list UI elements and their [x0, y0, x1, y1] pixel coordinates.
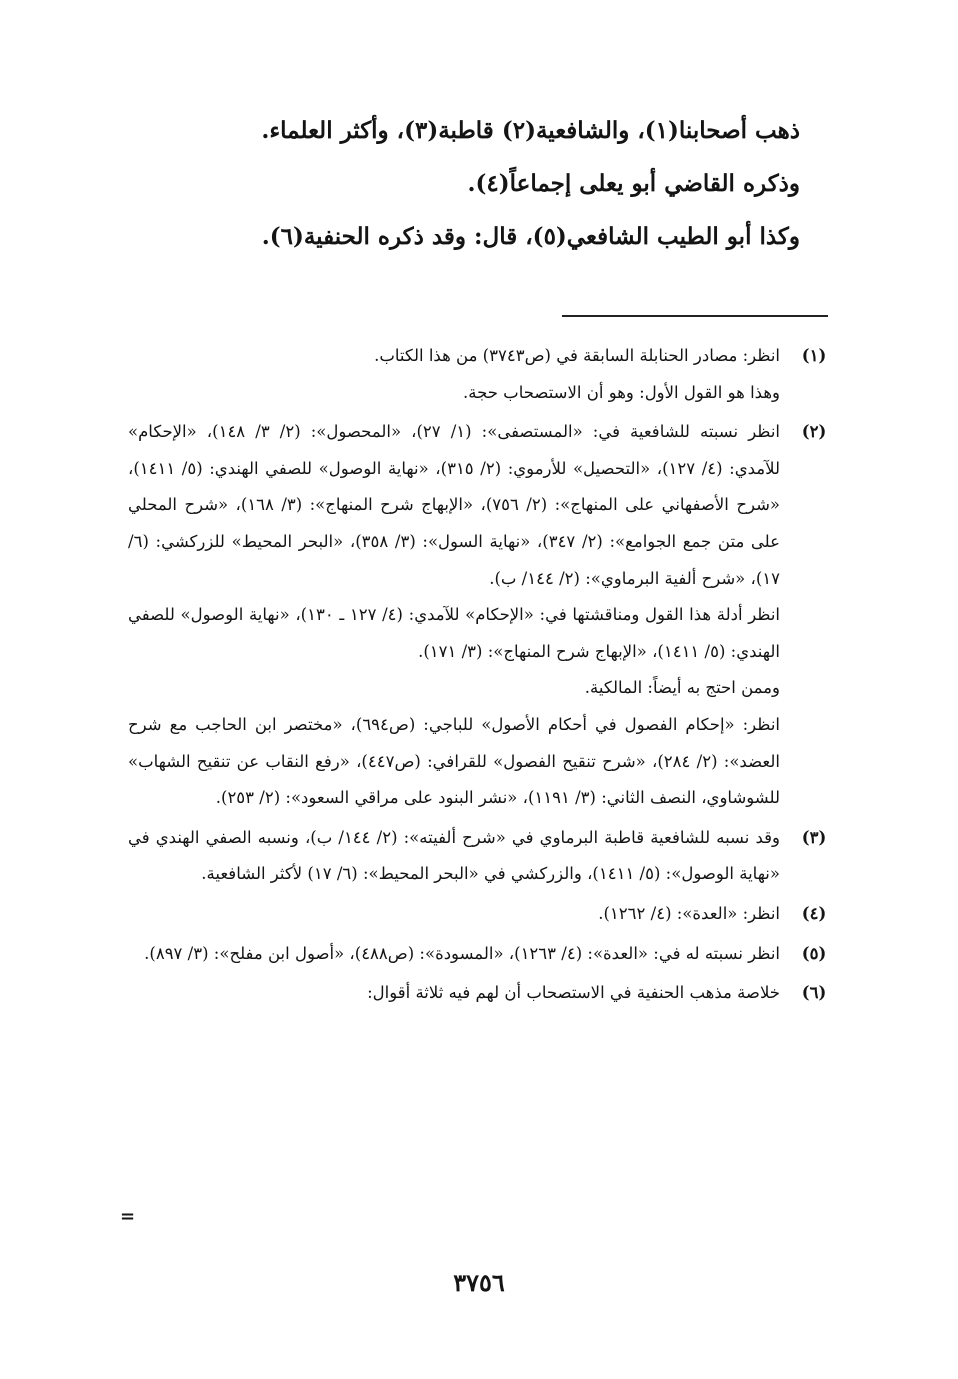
footnote-number: (٢)	[801, 422, 827, 442]
main-text-line: وذكره القاضي أبو يعلى إجماعاً(٤).	[467, 170, 800, 197]
footnote-1	[128, 338, 838, 411]
footnote-paragraph: انظر نسبته للشافعية في: «المستصفى»: (١/ ٢٧)، «المحصول»: (٢/ ٣/ ١٤٨)، «الإحكام» للآمدي: (٤/ ١٢٧)، «التحصيل» للأرموي: (٢/ ٣١٥)، «نهاية الوصول» للصفي الهندي: (٥/ ١٤١١)، «شرح الأصفهاني على المنهاج»: (٢/ ٧٥٦)، «الإبهاج شرح المنهاج»: (٣/ ١٦٨)، «شرح المحلي على متن جمع الجوامع»: (٢/ ٣٤٧)، «نهاية السول»: (٣/ ٣٥٨)، «البحر المحيط» للزركشي: (٦/ ١٧)، «شرح ألفية البرماوي»: (٢/ ١٤٤/ ب).	[128, 422, 781, 588]
footnote-number: (٦)	[801, 983, 827, 1003]
footnote-paragraph: انظر: مصادر الحنابلة السابقة في (ص٣٧٤٣) من هذا الكتاب.	[374, 346, 780, 365]
main-text	[200, 104, 800, 263]
footnote-paragraph: انظر: «إحكام الفصول في أحكام الأصول» للباجي: (ص٦٩٤)، «مختصر ابن الحاجب مع شرح العضد»: (٢/ ٢٨٤)، «شرح تنقيح الفصول» للقرافي: (ص٤٤٧)، «رفع النقاب عن تنقيح الشهاب» للشوشاوي، النصف الثاني: (٣/ ١١٩١)، «نشر البنود على مراقي السعود»: (٢/ ٢٥٣).	[128, 714, 780, 808]
footnote-number: (٤)	[801, 903, 827, 923]
footnote-paragraph: وممن احتج به أيضاً: المالكية.	[584, 678, 780, 698]
continuation-mark: =	[120, 1206, 136, 1227]
footnote-separator	[562, 315, 828, 317]
main-text-line: ذهب أصحابنا(١)، والشافعية(٢) قاطبة(٣)، وأكثر العلماء.	[261, 117, 800, 144]
footnote-number: (٥)	[801, 943, 827, 963]
footnote-paragraph: وهذا هو القول الأول: وهو أن الاستصحاب حجة.	[463, 382, 780, 402]
footnote-paragraph: انظر أدلة هذا القول ومناقشتها في: «الإحكام» للآمدي: (٤/ ١٢٧ ـ ١٣٠)، «نهاية الوصول» للصفي الهندي: (٥/ ١٤١١)، «الإبهاج شرح المنهاج»: (٣/ ١٧١).	[128, 605, 781, 661]
footnote-5	[128, 936, 838, 973]
page-number: ٣٧٥٦	[453, 1268, 505, 1297]
footnote-paragraph: انظر نسبته له في: «العدة»: (٤/ ١٢٦٣)، «المسودة»: (ص٤٨٨)، «أصول ابن مفلح»: (٣/ ٨٩٧).	[144, 943, 780, 963]
footnote-number: (٣)	[801, 827, 827, 847]
footnotes	[128, 338, 838, 1015]
footnote-paragraph: وقد نسبه للشافعية قاطبة البرماوي في «شرح ألفيته»: (٢/ ١٤٤/ ب)، ونسبه الصفي الهندي في «نهاية الوصول»: (٥/ ١٤١١)، والزركشي في «البحر المحيط»: (٦/ ١٧) لأكثر الشافعية.	[128, 827, 780, 884]
footnote-6	[128, 975, 838, 1012]
main-text-line: وكذا أبو الطيب الشافعي(٥)، قال: وقد ذكره الحنفية(٦).	[261, 223, 800, 250]
footnote-paragraph: خلاصة مذهب الحنفية في الاستصحاب أن لهم فيه ثلاثة أقوال:	[367, 983, 780, 1003]
footnote-3	[128, 820, 838, 893]
footnote-number: (١)	[801, 346, 827, 365]
footnote-2	[128, 414, 838, 817]
footnote-4	[128, 896, 838, 933]
footnote-paragraph: انظر: «العدة»: (٤/ ١٢٦٢).	[598, 903, 780, 923]
